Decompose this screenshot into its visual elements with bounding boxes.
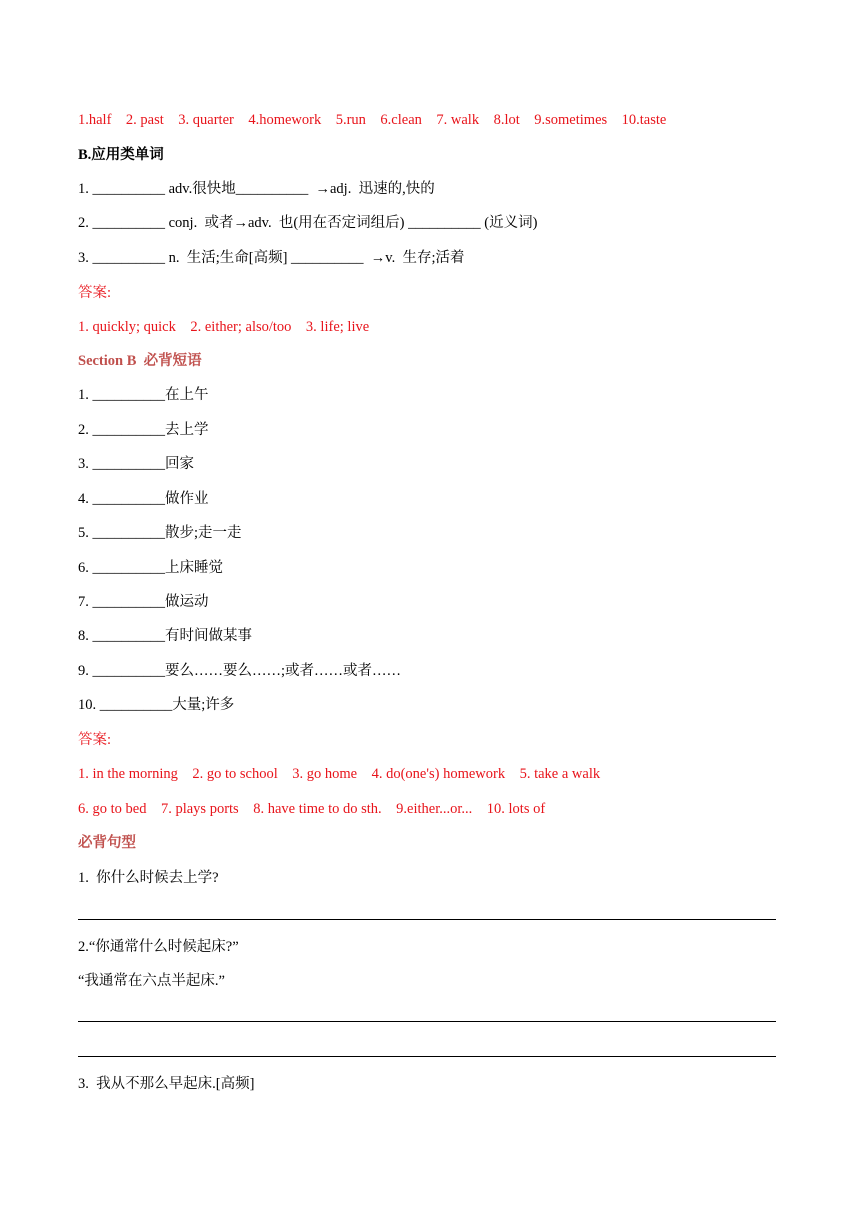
sentences-heading: 必背句型 xyxy=(78,835,136,851)
answer-line xyxy=(78,1056,776,1057)
answer-line xyxy=(78,1021,776,1022)
sentence-item: 3. 我从不那么早起床.[高频] xyxy=(78,1076,255,1092)
answers-words: 1. quickly; quick 2. either; also/too 3. life; live xyxy=(78,319,370,335)
word-item: 1. __________ adv.很快地__________ →adj. 迅速的,快的 xyxy=(78,181,435,197)
phrase-item: 3. __________回家 xyxy=(78,456,194,472)
phrase-item: 7. __________做运动 xyxy=(78,594,209,610)
phrase-item: 5. __________散步;走一走 xyxy=(78,525,242,541)
phrase-item: 4. __________做作业 xyxy=(78,491,209,507)
answer-label: 答案: xyxy=(78,732,112,748)
phrase-item: 8. __________有时间做某事 xyxy=(78,628,252,644)
phrase-item: 9. __________要么……要么……;或者……或者…… xyxy=(78,663,402,679)
answer-line xyxy=(78,919,776,920)
sentence-item: 2.“你通常什么时候起床?” xyxy=(78,939,239,955)
phrase-item: 1. __________在上午 xyxy=(78,387,209,403)
word-item: 2. __________ conj. 或者→adv. 也(用在否定词组后) __________ (近义词) xyxy=(78,215,538,231)
phrase-item: 6. __________上床睡觉 xyxy=(78,560,223,576)
answers-phrases-line: 6. go to bed 7. plays ports 8. have time to do sth. 9.either...or... 10. lots of xyxy=(78,801,546,817)
answer-label: 答案: xyxy=(78,285,112,301)
answers-phrases-line: 1. in the morning 2. go to school 3. go home 4. do(one's) homework 5. take a walk xyxy=(78,766,601,782)
sentence-item: “我通常在六点半起床.” xyxy=(78,973,225,989)
sentence-item: 1. 你什么时候去上学? xyxy=(78,870,219,886)
answers-a: 1.half 2. past 3. quarter 4.homework 5.run 6.clean 7. walk 8.lot 9.sometimes 10.taste xyxy=(78,112,667,128)
words-heading: B.应用类单词 xyxy=(78,147,164,163)
word-item: 3. __________ n. 生活;生命[高频] __________ →v. 生存;活着 xyxy=(78,250,465,266)
phrases-heading: Section B 必背短语 xyxy=(78,353,202,369)
phrase-item: 10. __________大量;许多 xyxy=(78,697,235,713)
phrase-item: 2. __________去上学 xyxy=(78,422,209,438)
